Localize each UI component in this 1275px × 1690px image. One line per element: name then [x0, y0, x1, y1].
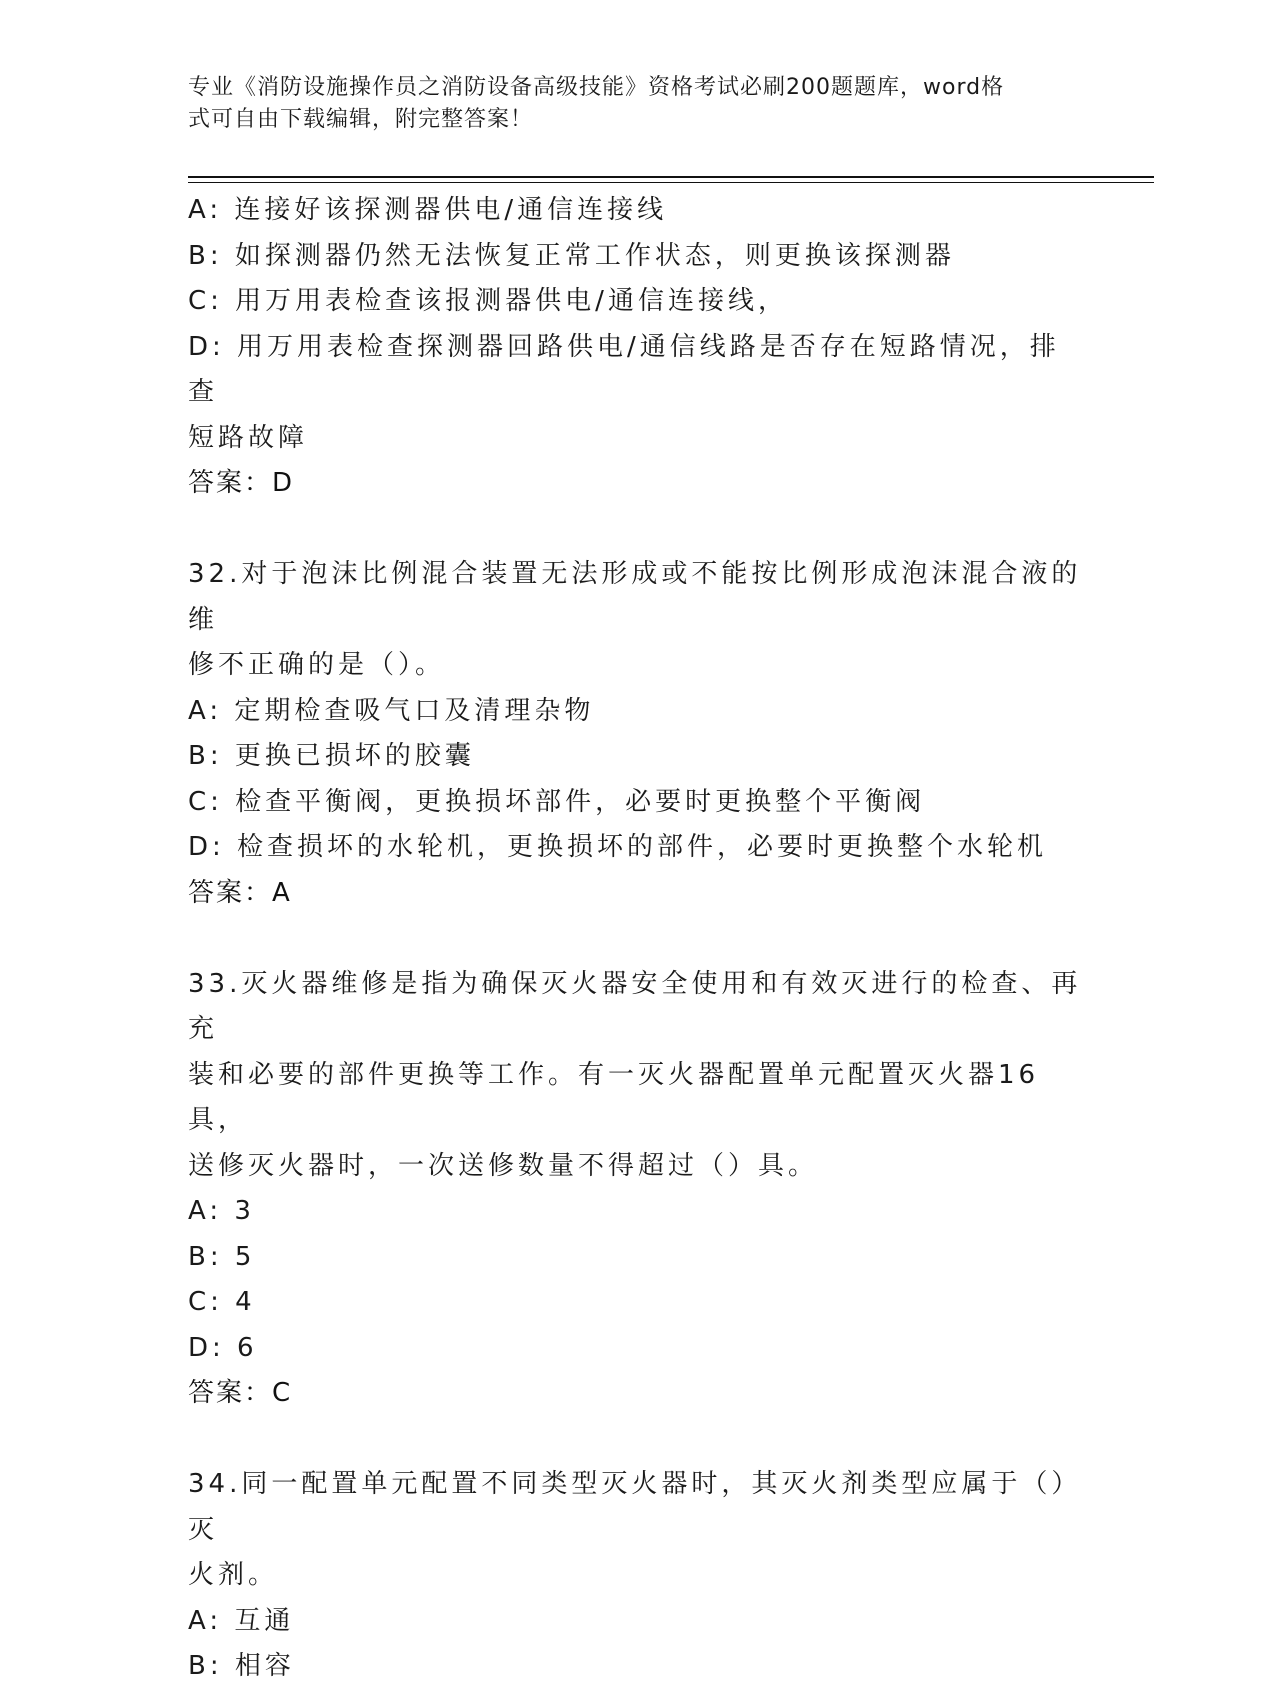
- question-stem: 32.对于泡沫比例混合装置无法形成或不能按比例形成泡沫混合液的维: [188, 559, 1082, 635]
- question-stem: 火剂。: [188, 1560, 279, 1590]
- question-stem: 33.灭火器维修是指为确保灭火器安全使用和有效灭进行的检查、再充: [188, 968, 1082, 1044]
- option-d-continued: 短路故障: [188, 422, 309, 453]
- answer: 答案：C: [188, 1378, 293, 1408]
- option-b: B: 相容: [188, 1651, 295, 1681]
- question-32: [188, 552, 1088, 916]
- option-d: D: 用万用表检查探测器回路供电/通信线路是否存在短路情况，排查: [188, 331, 1060, 407]
- header-divider-thick: [188, 176, 1154, 178]
- document-header: [188, 72, 1068, 136]
- spacer: [188, 1417, 1088, 1463]
- option-d: D: 6: [188, 1332, 258, 1363]
- option-c: C: 4: [188, 1287, 256, 1317]
- spacer: [188, 916, 1088, 962]
- answer: 答案：D: [188, 468, 295, 498]
- spacer: [188, 507, 1088, 553]
- option-a: A: 3: [188, 1196, 255, 1226]
- option-a: A: 连接好该探测器供电/通信连接线: [188, 195, 668, 225]
- header-line: 式可自由下载编辑，附完整答案！: [188, 107, 534, 132]
- option-d: D: 检查损坏的水轮机，更换损坏的部件，必要时更换整个水轮机: [188, 832, 1048, 862]
- option-b: B: 更换已损坏的胶囊: [188, 741, 475, 771]
- question-34: [188, 1462, 1088, 1690]
- option-a: A: 定期检查吸气口及清理杂物: [188, 695, 595, 726]
- question-stem: 送修灭火器时，一次送修数量不得超过（）具。: [188, 1150, 819, 1181]
- question-33: [188, 962, 1088, 1417]
- option-b: B: 如探测器仍然无法恢复正常工作状态，则更换该探测器: [188, 240, 955, 271]
- option-c: C: 检查平衡阀，更换损坏部件，必要时更换整个平衡阀: [188, 786, 926, 817]
- question-stem: 34.同一配置单元配置不同类型灭火器时，其灭火剂类型应属于（）灭: [188, 1469, 1082, 1545]
- question-31-tail: [188, 188, 1088, 507]
- option-a: A: 互通: [188, 1605, 295, 1636]
- question-stem: 装和必要的部件更换等工作。有一灭火器配置单元配置灭火器16具，: [188, 1059, 1040, 1135]
- option-b: B: 5: [188, 1241, 256, 1272]
- option-c: C: 用万用表检查该报测器供电/通信连接线，: [188, 286, 788, 316]
- question-list: [188, 188, 1088, 1690]
- header-divider-thin: [188, 182, 1154, 183]
- header-line: 专业《消防设施操作员之消防设备高级技能》资格考试必刷200题题库，word格: [188, 75, 1005, 100]
- answer: 答案：A: [188, 877, 292, 908]
- question-stem: 修不正确的是（）。: [188, 650, 446, 680]
